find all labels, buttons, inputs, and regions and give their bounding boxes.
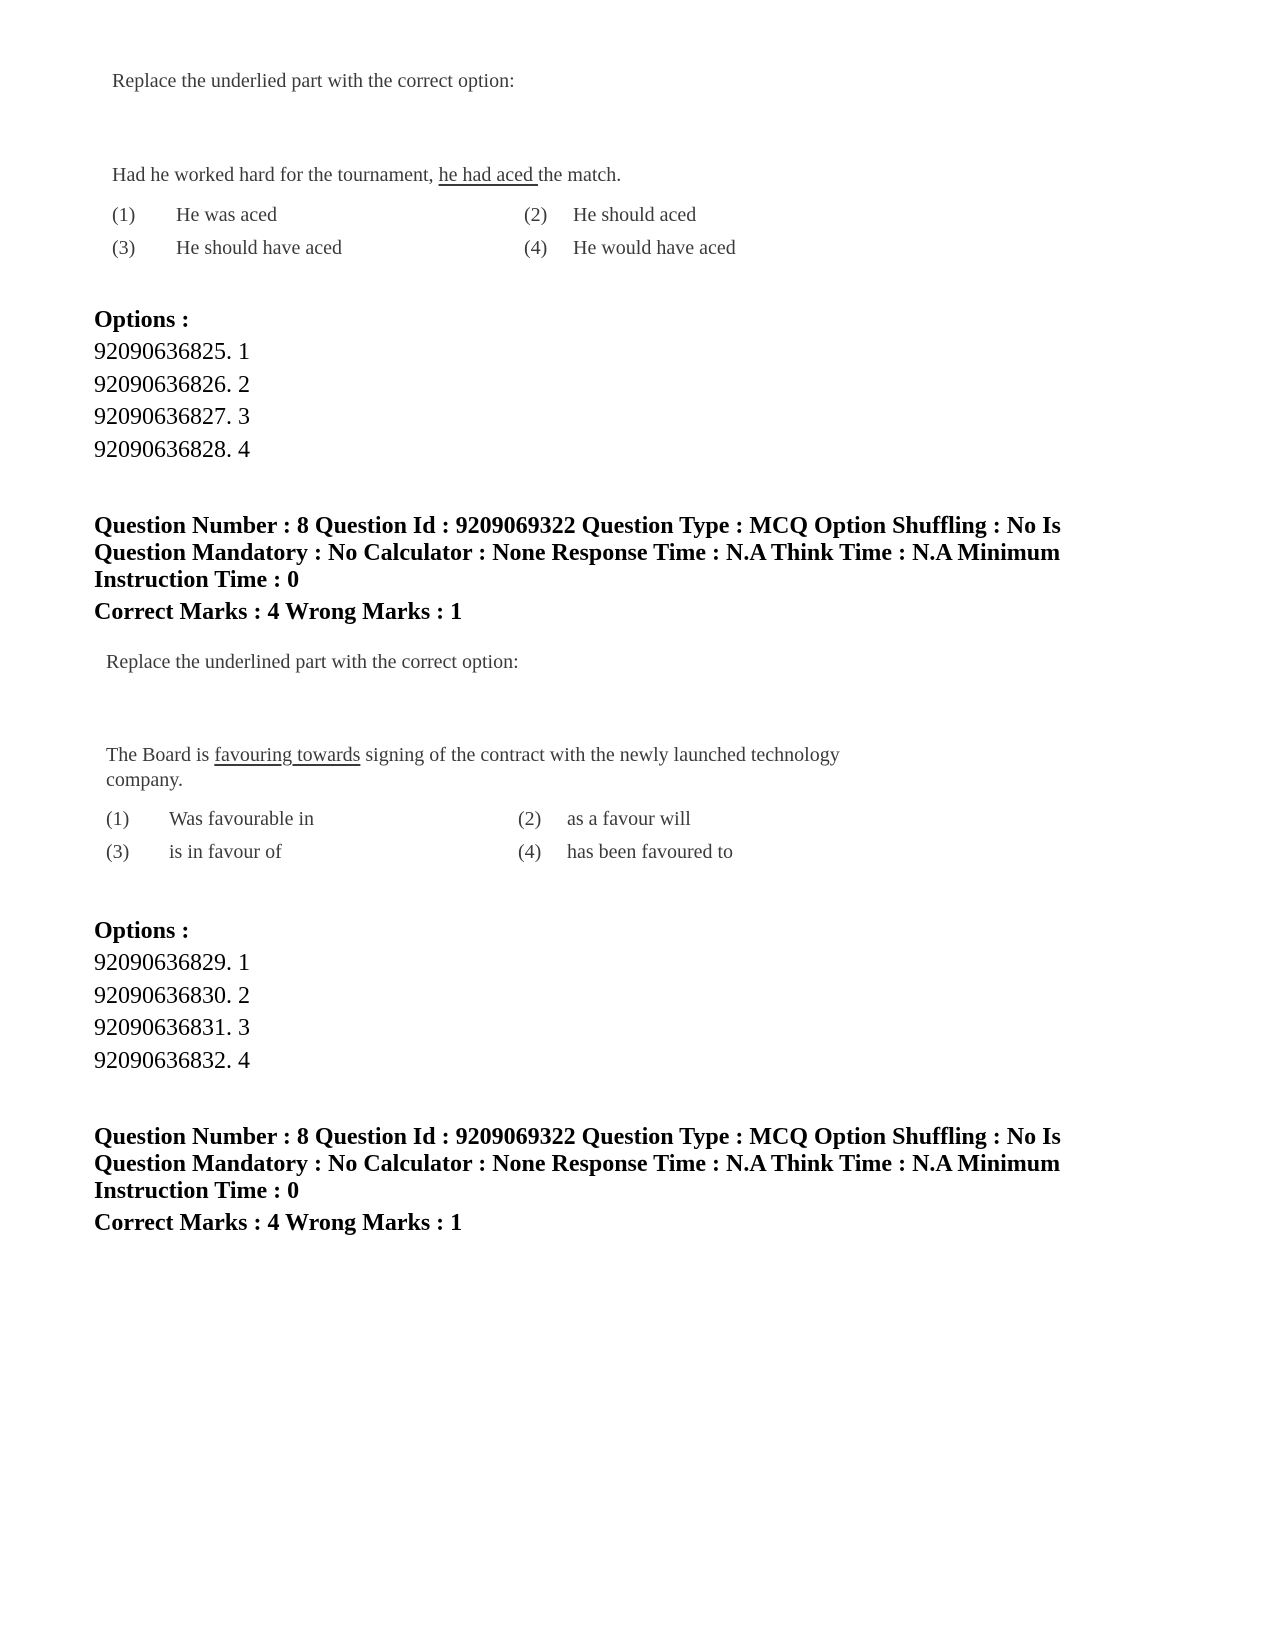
sentence-text: The Board is	[106, 744, 215, 766]
header-line: Question Number : 8 Question Id : 9209069322 Question Type : MCQ Option Shuffling : No Is	[94, 513, 1061, 539]
option-line: 92090636831. 3	[94, 1015, 250, 1041]
choice-text: He should aced	[573, 204, 697, 226]
marks-line: Correct Marks : 4 Wrong Marks : 1	[94, 599, 463, 625]
question-instruction: Replace the underlined part with the correct option:	[106, 651, 519, 673]
header-line: Question Number : 8 Question Id : 9209069322 Question Type : MCQ Option Shuffling : No Is	[94, 1124, 1061, 1150]
option-line: 92090636826. 2	[94, 371, 250, 398]
marks-line: Correct Marks : 4 Wrong Marks : 1	[94, 1210, 463, 1236]
options-title: Options :	[94, 918, 190, 944]
choice-item	[106, 808, 314, 831]
options-block	[94, 918, 250, 1080]
choice-number: (4)	[524, 237, 548, 259]
header-line: Question Mandatory : No Calculator : None Response Time : N.A Think Time : N.A Minimum	[94, 1151, 1061, 1177]
choice-number: (2)	[518, 808, 542, 830]
choice-text: as a favour will	[567, 808, 691, 830]
option-line: 92090636827. 3	[94, 404, 250, 430]
sentence-text: signing of the contract with the newly launched technology	[360, 744, 840, 766]
option-line: 92090636829. 1	[94, 950, 250, 976]
choice-text: He was aced	[176, 204, 278, 226]
options-title: Options :	[94, 307, 190, 333]
option-line: 92090636832. 4	[94, 1047, 250, 1074]
choice-item	[112, 204, 278, 227]
question-instruction: Replace the underlied part with the correct option:	[112, 70, 515, 92]
choice-number: (3)	[106, 841, 130, 863]
header-line: Question Mandatory : No Calculator : None Response Time : N.A Think Time : N.A Minimum	[94, 540, 1061, 566]
choice-number: (2)	[524, 204, 548, 226]
underlined-text: he had aced	[438, 164, 538, 186]
sentence-text: Had he worked hard for the tournament,	[112, 164, 439, 186]
choice-number: (1)	[106, 808, 130, 830]
choice-number: (3)	[112, 237, 136, 259]
question-sentence-continued: company.	[106, 769, 184, 791]
choice-item	[524, 204, 697, 227]
underlined-text: favouring towards	[214, 744, 361, 766]
question-sentence	[112, 164, 621, 187]
choice-text: has been favoured to	[567, 841, 734, 863]
choice-text: He would have aced	[573, 237, 736, 259]
choice-number: (1)	[112, 204, 136, 226]
choice-item	[518, 808, 691, 831]
choice-item	[112, 237, 343, 260]
question-sentence	[106, 744, 840, 767]
choice-text: He should have aced	[176, 237, 343, 259]
choice-number: (4)	[518, 841, 542, 863]
option-line: 92090636825. 1	[94, 339, 250, 365]
header-line: Instruction Time : 0	[94, 567, 300, 593]
option-line: 92090636828. 4	[94, 436, 250, 463]
sentence-text: the match.	[537, 164, 622, 186]
choice-item	[524, 237, 736, 260]
header-line: Instruction Time : 0	[94, 1178, 300, 1204]
options-block	[94, 307, 250, 469]
option-line: 92090636830. 2	[94, 982, 250, 1009]
choice-item	[518, 841, 734, 864]
choice-text: is in favour of	[169, 841, 282, 863]
choice-item	[106, 841, 282, 864]
choice-text: Was favourable in	[169, 808, 314, 830]
question-header	[94, 1123, 1061, 1237]
question-header	[94, 512, 1061, 626]
